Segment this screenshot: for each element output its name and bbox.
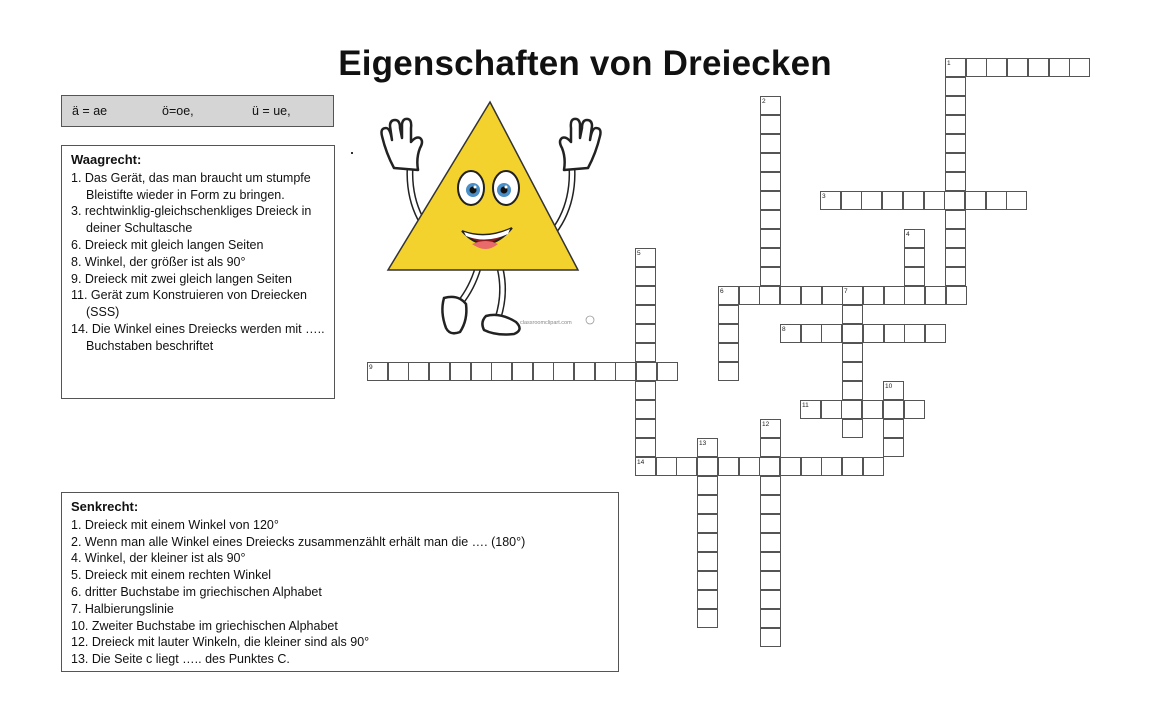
crossword-cell[interactable] [760, 153, 781, 172]
crossword-cell[interactable] [882, 191, 903, 210]
crossword-cell[interactable] [760, 134, 781, 153]
crossword-cell[interactable] [945, 77, 966, 96]
crossword-cell[interactable] [842, 362, 863, 381]
crossword-cell[interactable] [924, 191, 945, 210]
across-clue: 9. Dreieck mit zwei gleich langen Seiten [71, 271, 292, 286]
crossword-cell[interactable] [904, 324, 925, 343]
crossword-cell[interactable] [697, 514, 718, 533]
crossword-cell[interactable] [760, 210, 781, 229]
crossword-cell[interactable] [945, 210, 966, 229]
crossword-cell[interactable] [697, 609, 718, 628]
crossword-cell[interactable] [780, 457, 801, 476]
crossword-cell[interactable] [657, 362, 678, 381]
crossword-cell[interactable] [635, 267, 656, 286]
crossword-cell[interactable] [863, 324, 884, 343]
crossword-cell[interactable] [760, 191, 781, 210]
crossword-cell[interactable] [944, 191, 965, 210]
crossword-cell[interactable] [1028, 58, 1049, 77]
crossword-cell[interactable] [903, 191, 924, 210]
across-clue: 11. Gerät zum Konstruieren von Dreiecken (SSS) [71, 288, 307, 320]
crossword-cell[interactable] [842, 457, 863, 476]
crossword-cell[interactable] [739, 457, 760, 476]
page-title: Eigenschaften von Dreiecken [338, 44, 832, 83]
across-clue: 6. Dreieck mit gleich langen Seiten [71, 237, 264, 252]
crossword-cell[interactable] [925, 324, 946, 343]
across-clue: 8. Winkel, der größer ist als 90° [71, 254, 246, 269]
crossword-cell[interactable] [388, 362, 409, 381]
crossword-cell[interactable] [821, 400, 842, 419]
crossword-cell[interactable] [945, 248, 966, 267]
crossword-clue-number: 2 [762, 97, 766, 105]
crossword-clue-number: 10 [885, 382, 893, 390]
crossword-clue-number: 9 [369, 363, 373, 371]
down-heading: Senkrecht: [71, 499, 139, 514]
crossword-cell[interactable] [471, 362, 492, 381]
crossword-cell[interactable] [760, 571, 781, 590]
crossword-cell[interactable] [635, 305, 656, 324]
across-clue: 3. rechtwinklig-gleichschenkliges Dreieck in deiner Schultasche [71, 204, 312, 236]
crossword-cell[interactable] [408, 362, 429, 381]
crossword-cell[interactable] [883, 438, 904, 457]
crossword-clue-number: 3 [822, 192, 826, 200]
crossword-cell[interactable] [904, 400, 925, 419]
crossword-cell[interactable] [925, 286, 946, 305]
crossword-clue-number: 14 [637, 458, 645, 466]
crossword-cell[interactable] [697, 552, 718, 571]
crossword-cell[interactable] [760, 590, 781, 609]
crossword-cell[interactable] [760, 495, 781, 514]
crossword-cell[interactable] [697, 495, 718, 514]
crossword-cell[interactable] [760, 514, 781, 533]
down-clue: 2. Wenn man alle Winkel eines Dreiecks zusammenzählt erhält man die …. (180°) [71, 534, 526, 549]
crossword-cell[interactable] [697, 457, 718, 476]
crossword-cell[interactable] [760, 438, 781, 457]
crossword-cell[interactable] [1049, 58, 1070, 77]
crossword-cell[interactable] [842, 381, 863, 400]
crossword-cell[interactable] [841, 191, 862, 210]
crossword-cell[interactable] [945, 96, 966, 115]
crossword-cell[interactable] [759, 457, 780, 476]
crossword-cell[interactable] [512, 362, 533, 381]
crossword-cell[interactable] [884, 286, 905, 305]
crossword-cell[interactable] [1007, 58, 1028, 77]
crossword-cell[interactable] [697, 533, 718, 552]
legend-oe: ö=oe, [162, 104, 194, 118]
crossword-clue-number: 12 [762, 420, 770, 428]
crossword-cell[interactable] [635, 286, 656, 305]
crossword-cell[interactable] [945, 267, 966, 286]
down-clue: 13. Die Seite c liegt ….. des Punktes C. [71, 652, 290, 667]
crossword-cell[interactable] [883, 419, 904, 438]
crossword-cell[interactable] [595, 362, 616, 381]
crossword-cell[interactable] [965, 191, 986, 210]
crossword-cell[interactable] [883, 400, 904, 419]
down-clue: 4. Winkel, der kleiner ist als 90° [71, 551, 246, 566]
crossword-cell[interactable] [842, 305, 863, 324]
crossword-cell[interactable] [966, 58, 987, 77]
crossword-cell[interactable] [760, 229, 781, 248]
crossword-cell[interactable] [759, 286, 780, 305]
crossword-cell[interactable] [863, 286, 884, 305]
crossword-cell[interactable] [718, 457, 739, 476]
crossword-cell[interactable] [635, 324, 656, 343]
crossword-cell[interactable] [780, 286, 801, 305]
crossword-cell[interactable] [986, 58, 1007, 77]
crossword-cell[interactable] [1006, 191, 1027, 210]
crossword-clue-number: 1 [947, 59, 951, 67]
crossword-clue-number: 5 [637, 249, 641, 257]
down-clue: 5. Dreieck mit einem rechten Winkel [71, 568, 272, 583]
crossword-cell[interactable] [946, 286, 967, 305]
crossword-cell[interactable] [615, 362, 636, 381]
crossword-cell[interactable] [801, 457, 822, 476]
image-credit: classroomclipart.com [520, 320, 572, 326]
crossword-cell[interactable] [760, 609, 781, 628]
crossword-cell[interactable] [861, 191, 882, 210]
crossword-cell[interactable] [760, 552, 781, 571]
crossword-cell[interactable] [801, 286, 822, 305]
crossword-cell[interactable] [842, 343, 863, 362]
crossword-cell[interactable] [945, 115, 966, 134]
crossword-cell[interactable] [450, 362, 471, 381]
crossword-clue-number: 11 [802, 401, 809, 409]
across-heading: Waagrecht: [71, 152, 142, 167]
crossword-cell[interactable] [841, 400, 862, 419]
down-clue: 7. Halbierungslinie [71, 601, 174, 616]
crossword-clue-number: 13 [699, 439, 707, 447]
crossword-cell[interactable] [760, 476, 781, 495]
crossword-clue-number: 6 [720, 287, 724, 295]
crossword-cell[interactable] [656, 457, 677, 476]
crossword-cell[interactable] [945, 172, 966, 191]
crossword-cell[interactable] [491, 362, 512, 381]
crossword-cell[interactable] [760, 628, 781, 647]
crossword-cell[interactable] [945, 134, 966, 153]
crossword-cell[interactable] [635, 343, 656, 362]
crossword-cell[interactable] [904, 267, 925, 286]
crossword-cell[interactable] [636, 362, 657, 381]
crossword-cell[interactable] [429, 362, 450, 381]
legend-ue: ü = ue, [252, 104, 291, 118]
crossword-cell[interactable] [718, 362, 739, 381]
across-clue: 14. Die Winkel eines Dreiecks werden mit ….. Buchstaben beschriftet [71, 321, 325, 353]
crossword-cell[interactable] [718, 343, 739, 362]
crossword-cell[interactable] [904, 286, 925, 305]
down-clue: 1. Dreieck mit einem Winkel von 120° [71, 517, 279, 532]
down-clue: 10. Zweiter Buchstabe im griechischen Alphabet [71, 618, 338, 633]
crossword-cell[interactable] [635, 419, 656, 438]
crossword-cell[interactable] [739, 286, 760, 305]
crossword-clue-number: 8 [782, 325, 786, 333]
crossword-cell[interactable] [1069, 58, 1090, 77]
crossword-cell[interactable] [801, 324, 822, 343]
crossword-cell[interactable] [945, 153, 966, 172]
crossword-cell[interactable] [842, 324, 863, 343]
crossword-cell[interactable] [760, 172, 781, 191]
crossword-cell[interactable] [574, 362, 595, 381]
crossword-cell[interactable] [760, 267, 781, 286]
crossword-cell[interactable] [635, 381, 656, 400]
crossword-cell[interactable] [862, 400, 883, 419]
crossword-cell[interactable] [904, 248, 925, 267]
crossword-cell[interactable] [945, 229, 966, 248]
crossword-clue-number: 7 [844, 287, 848, 295]
crossword-cell[interactable] [822, 286, 843, 305]
crossword-cell[interactable] [986, 191, 1007, 210]
crossword-cell[interactable] [718, 324, 739, 343]
crossword-cell[interactable] [718, 305, 739, 324]
crossword-cell[interactable] [635, 400, 656, 419]
crossword-cell[interactable] [635, 438, 656, 457]
crossword-cell[interactable] [760, 248, 781, 267]
crossword-cell[interactable] [697, 476, 718, 495]
crossword-cell[interactable] [697, 571, 718, 590]
crossword-cell[interactable] [884, 324, 905, 343]
crossword-cell[interactable] [821, 324, 842, 343]
across-clue: 1. Das Gerät, das man braucht um stumpfe Bleistifte wieder in Form zu bringen. [71, 170, 311, 202]
crossword-clue-number: 4 [906, 230, 910, 238]
crossword-cell[interactable] [553, 362, 574, 381]
down-clue: 12. Dreieck mit lauter Winkeln, die kleiner sind als 90° [71, 635, 370, 650]
crossword-cell[interactable] [842, 419, 863, 438]
legend-ae: ä = ae [72, 104, 108, 118]
crossword-cell[interactable] [697, 590, 718, 609]
crossword-cell[interactable] [821, 457, 842, 476]
crossword-cell[interactable] [676, 457, 697, 476]
down-clue: 6. dritter Buchstabe im griechischen Alphabet [71, 584, 322, 599]
crossword-cell[interactable] [760, 115, 781, 134]
crossword-cell[interactable] [863, 457, 884, 476]
crossword-cell[interactable] [533, 362, 554, 381]
crossword-cell[interactable] [760, 533, 781, 552]
